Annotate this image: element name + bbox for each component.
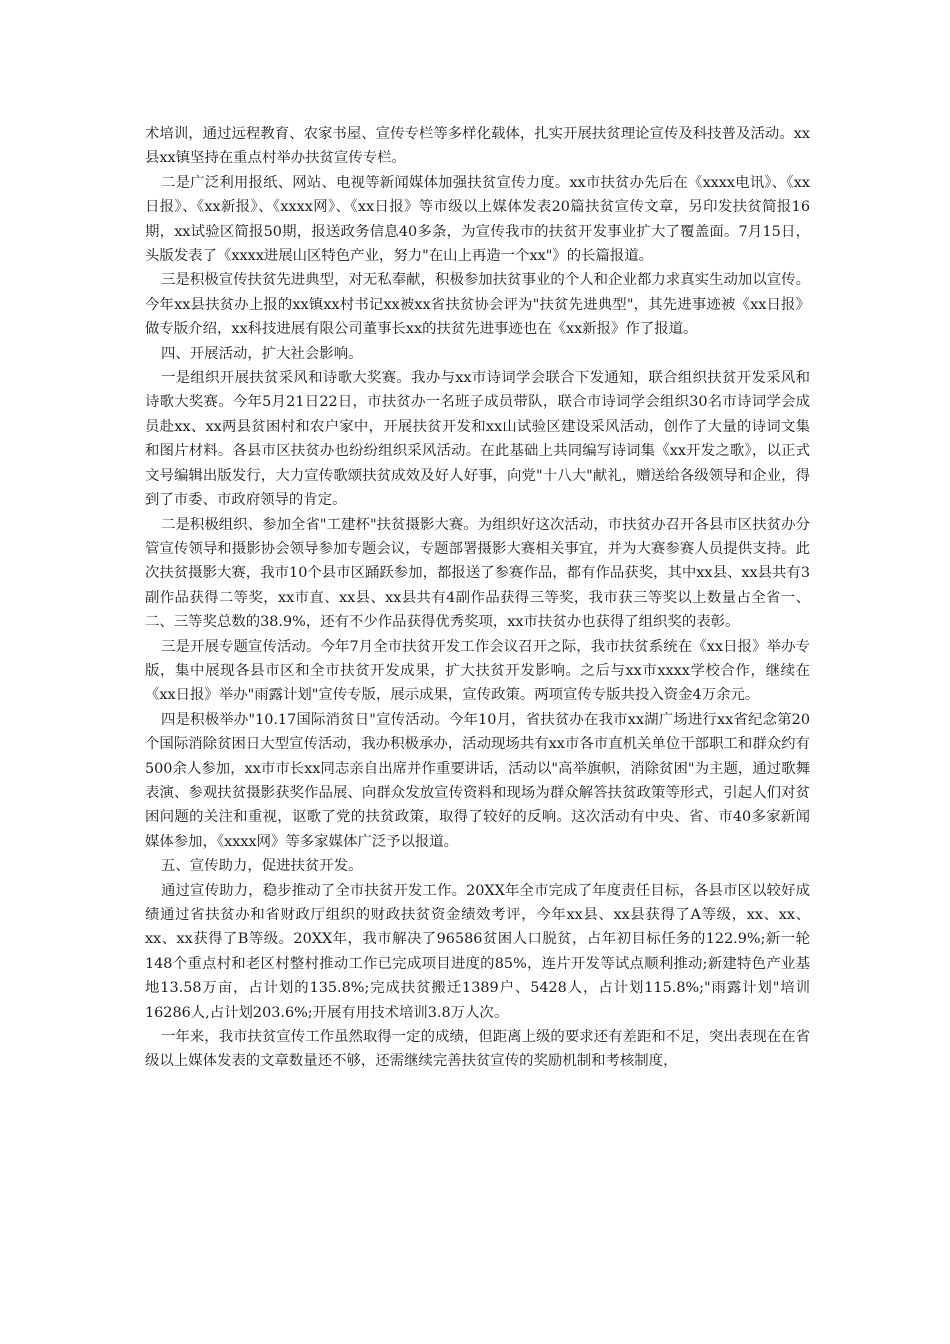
document-body [145,122,810,1074]
paragraph-2: 二是广泛利用报纸、网站、电视等新闻媒体加强扶贫宣传力度。xx市扶贫办先后在《xxxx电讯》、《xx日报》、《xx新报》、《xxxx网》、《xx日报》等市级以上媒体发表20篇扶贫宣传文章，另印发扶贫简报16期，xx试验区简报50期，报送政务信息40多条，为宣传我市的扶贫开发事业扩大了覆盖面。7月15日，头版发表了《xxxx进展山区特色产业，努力"在山上再造一个xx"》的长篇报道。 [145,174,810,265]
paragraph-6: 二是积极组织、参加全省"工建杯"扶贫摄影大赛。为组织好这次活动，市扶贫办召开各县市区扶贫办分管宣传领导和摄影协会领导参加专题会议，专题部署摄影大赛相关事宜，并为大赛参赛人员提供支持。此次扶贫摄影大赛，我市10个县市区踊跃参加，都报送了参赛作品，都有作品获奖，其中xx县、xx县共有3副作品获得二等奖，xx市直、xx县、xx县共有4副作品获得三等奖，我市获三等奖以上数量占全省一、二、三等奖总数的38.9%，还有不少作品获得优秀奖项，xx市扶贫办也获得了组织奖的表彰。 [145,516,810,631]
section-heading-4: 四、开展活动，扩大社会影响。 [161,345,363,362]
paragraph-3: 三是积极宣传扶贫先进典型，对无私奉献，积极参加扶贫事业的个人和企业都力求真实生动加以宣传。今年xx县扶贫办上报的xx镇xx村书记xx被xx省扶贫协会评为"扶贫先进典型"，其先进事迹被《xx日报》做专版介绍，xx科技进展有限公司董事长xx的扶贫先进事迹也在《xx新报》作了报道。 [145,272,810,338]
paragraph-5: 一是组织开展扶贫采风和诗歌大奖赛。我办与xx市诗词学会联合下发通知，联合组织扶贫开发采风和诗歌大奖赛。今年5月21日22日，市扶贫办一名班子成员带队，联合市诗词学会组织30名市诗词学会成员赴xx、xx两县贫困村和农户家中，开展扶贫开发和xx山试验区建设采风活动，创作了大量的诗词文集和图片材料。各县市区扶贫办也纷纷组织采风活动。在此基础上共同编写诗词集《xx开发之歌》，以正式文号编辑出版发行，大力宣传歌颂扶贫成效及好人好事，向党"十八大"献礼，赠送给各级领导和企业，得到了市委、市政府领导的肯定。 [145,370,810,509]
paragraph-11: 一年来，我市扶贫宣传工作虽然取得一定的成绩，但距离上级的要求还有差距和不足，突出表现在在省级以上媒体发表的文章数量还不够，还需继续完善扶贫宣传的奖励机制和考核制度， [145,1029,810,1070]
paragraph-7: 三是开展专题宣传活动。今年7月全市扶贫开发工作会议召开之际，我市扶贫系统在《xx日报》举办专版，集中展现各县市区和全市扶贫开发成果，扩大扶贫开发影响。之后与xx市xxxx学校合作，继续在《xx日报》举办"雨露计划"宣传专版，展示成果，宣传政策。两项宣传专版共投入资金4万余元。 [145,638,810,704]
paragraph-10: 通过宣传助力，稳步推动了全市扶贫开发工作。20XX年全市完成了年度责任目标，各县市区以较好成绩通过省扶贫办和省财政厅组织的财政扶贫资金绩效考评，今年xx县、xx县获得了A等级，xx、xx、xx、xx获得了B等级。20XX年，我市解决了96586贫困人口脱贫，占年初目标任务的122.9%;新一轮148个重点村和老区村整村推动工作已完成项目进度的85%，连片开发等试点顺利推动;新建特色产业基地13.58万亩，占计划的135.8%;完成扶贫搬迁1389户、5428人，占计划115.8%;"雨露计划"培训16286人,占计划203.6%;开展有用技术培训3.8万人次。 [145,882,810,1021]
paragraph-8: 四是积极举办"10.17国际消贫日"宣传活动。今年10月，省扶贫办在我市xx湖广场进行xx省纪念第20个国际消除贫困日大型宣传活动，我办积极承办，活动现场共有xx市各市直机关单位干部职工和群众约有500余人参加，xx市市长xx同志亲自出席并作重要讲话，活动以"高举旗帜，消除贫困"为主题，通过歌舞表演、参观扶贫摄影获奖作品展、向群众发放宣传资料和现场为群众解答扶贫政策等形式，引起人们对贫困问题的关注和重视，讴歌了党的扶贫政策，取得了较好的反响。这次活动有中央、省、市40多家新闻媒体参加，《xxxx网》等多家媒体广泛予以报道。 [145,711,810,850]
section-heading-5: 五、宣传助力，促进扶贫开发。 [161,858,363,875]
paragraph-1: 术培训，通过远程教育、农家书屋、宣传专栏等多样化载体，扎实开展扶贫理论宣传及科技普及活动。xx县xx镇坚持在重点村举办扶贫宣传专栏。 [145,126,810,167]
